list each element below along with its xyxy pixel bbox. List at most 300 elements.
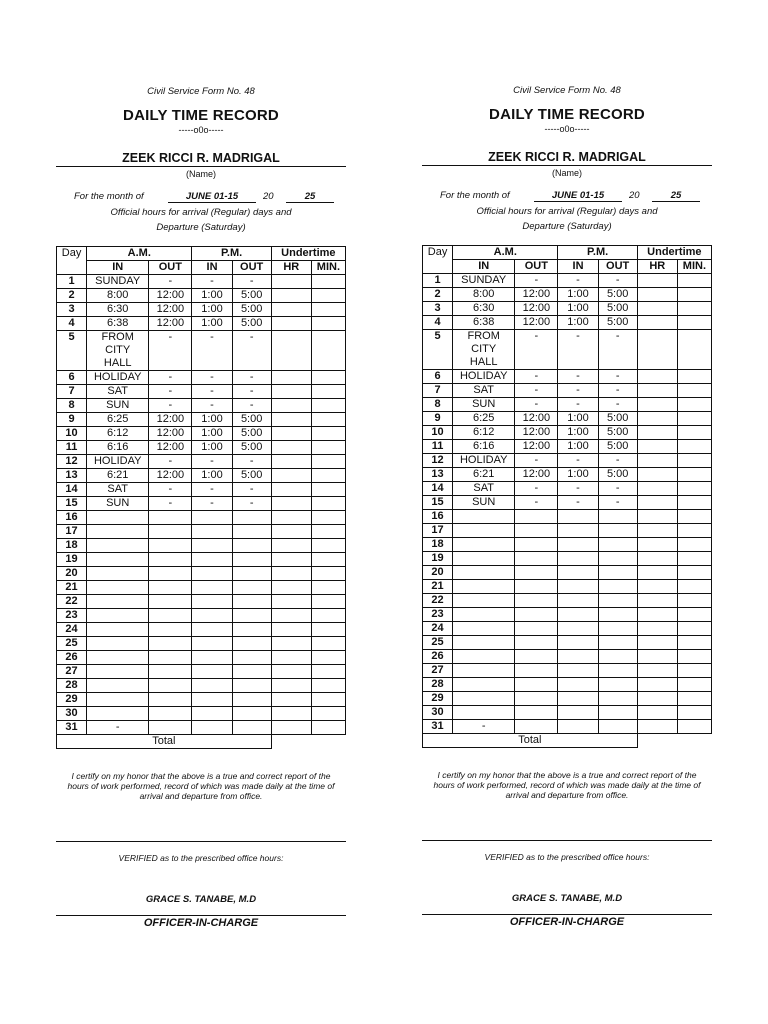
am-in-cell: 6:30 xyxy=(453,302,515,316)
pm-in-cell xyxy=(558,510,598,524)
pm-out-cell: 5:00 xyxy=(232,427,271,441)
am-out-cell: - xyxy=(149,331,192,371)
pm-in-cell: 1:00 xyxy=(558,316,598,330)
day-number: 27 xyxy=(57,665,87,679)
am-in-line: FROM xyxy=(467,330,500,342)
table-row xyxy=(57,651,346,665)
officer-signature-line xyxy=(56,915,346,916)
pm-out-cell: - xyxy=(598,454,637,468)
officer-name: GRACE S. TANABE, M.D xyxy=(145,894,257,905)
official-hours-line-1: Official hours for arrival (Regular) days and xyxy=(476,206,658,217)
undertime-hr-cell xyxy=(637,720,677,734)
undertime-min-cell xyxy=(677,384,711,398)
total-blank xyxy=(637,734,711,748)
undertime-min-cell xyxy=(677,622,711,636)
undertime-min-cell xyxy=(677,370,711,384)
pm-out-cell xyxy=(598,524,637,538)
table-row xyxy=(57,721,346,735)
pm-out-cell: 5:00 xyxy=(598,302,637,316)
table-row xyxy=(57,539,346,553)
undertime-hr-cell xyxy=(271,609,311,623)
pm-in-cell: 1:00 xyxy=(192,441,232,455)
day-number: 31 xyxy=(57,721,87,735)
day-number: 15 xyxy=(423,496,453,510)
am-out-cell: 12:00 xyxy=(149,427,192,441)
undertime-min-cell xyxy=(677,468,711,482)
undertime-hr-cell xyxy=(271,553,311,567)
table-row xyxy=(57,441,346,455)
pm-in-cell xyxy=(558,608,598,622)
pm-in-cell xyxy=(192,525,232,539)
pm-in-cell: - xyxy=(192,385,232,399)
day-number: 10 xyxy=(57,427,87,441)
pm-in-cell: 1:00 xyxy=(558,468,598,482)
month-label: For the month of xyxy=(74,191,144,202)
table-row xyxy=(57,679,346,693)
am-out-cell xyxy=(149,539,192,553)
undertime-hr-cell xyxy=(637,664,677,678)
undertime-header: Undertime xyxy=(637,246,711,260)
pm-out-cell: - xyxy=(232,385,271,399)
am-in-cell xyxy=(87,707,149,721)
undertime-hr-cell xyxy=(271,693,311,707)
pm-out-cell xyxy=(598,622,637,636)
table-row xyxy=(423,580,712,594)
am-out-cell: 12:00 xyxy=(149,317,192,331)
am-out-header: OUT xyxy=(149,261,192,275)
undertime-hr-cell xyxy=(637,316,677,330)
day-header: Day xyxy=(423,246,453,274)
pm-in-header: IN xyxy=(558,260,598,274)
am-out-cell xyxy=(515,510,558,524)
day-number: 25 xyxy=(423,636,453,650)
undertime-hr-cell xyxy=(637,622,677,636)
undertime-min-cell xyxy=(677,510,711,524)
am-in-cell: SUNDAY xyxy=(87,275,149,289)
day-number: 13 xyxy=(57,469,87,483)
day-number: 21 xyxy=(57,581,87,595)
table-row xyxy=(423,330,712,370)
undertime-hr-cell xyxy=(637,608,677,622)
am-out-cell xyxy=(515,608,558,622)
hr-header: HR xyxy=(271,261,311,275)
table-row xyxy=(423,608,712,622)
am-out-cell: - xyxy=(515,398,558,412)
certification-text: I certify on my honor that the above is a true and correct report of the hours of work performed, record of which was made daily at the time of arrival and departure from office. xyxy=(433,770,701,800)
pm-in-cell xyxy=(558,706,598,720)
day-number: 14 xyxy=(57,483,87,497)
day-number: 11 xyxy=(423,440,453,454)
official-hours xyxy=(422,205,712,234)
am-in-cell: 6:38 xyxy=(453,316,515,330)
day-header: Day xyxy=(57,247,87,275)
pm-in-cell xyxy=(558,664,598,678)
undertime-min-cell xyxy=(311,289,345,303)
total-blank xyxy=(271,735,345,749)
undertime-min-cell xyxy=(311,399,345,413)
pm-header: P.M. xyxy=(192,247,271,261)
pm-out-cell xyxy=(232,595,271,609)
undertime-min-cell xyxy=(311,539,345,553)
undertime-hr-cell xyxy=(637,580,677,594)
day-number: 11 xyxy=(57,441,87,455)
pm-in-cell: - xyxy=(558,398,598,412)
am-out-cell: 12:00 xyxy=(149,289,192,303)
day-number: 4 xyxy=(57,317,87,331)
pm-in-cell: - xyxy=(192,399,232,413)
year-prefix: 20 xyxy=(629,190,640,201)
employee-name: ZEEK RICCI R. MADRIGAL xyxy=(56,151,346,167)
undertime-hr-cell xyxy=(637,524,677,538)
undertime-min-cell xyxy=(311,665,345,679)
pm-in-cell: 1:00 xyxy=(558,288,598,302)
undertime-hr-cell xyxy=(271,707,311,721)
pm-out-cell: - xyxy=(598,384,637,398)
pm-in-cell xyxy=(192,651,232,665)
am-out-cell xyxy=(149,693,192,707)
pm-out-cell xyxy=(598,720,637,734)
pm-out-cell: 5:00 xyxy=(232,317,271,331)
undertime-hr-cell xyxy=(271,413,311,427)
undertime-min-cell xyxy=(311,303,345,317)
table-row xyxy=(57,399,346,413)
undertime-hr-cell xyxy=(271,665,311,679)
table-row xyxy=(423,496,712,510)
am-in-cell xyxy=(453,678,515,692)
form-number: Civil Service Form No. 48 xyxy=(147,86,255,97)
am-out-cell: - xyxy=(149,483,192,497)
am-in-cell: 6:16 xyxy=(453,440,515,454)
pm-out-cell: - xyxy=(232,399,271,413)
undertime-hr-cell xyxy=(637,538,677,552)
month-value: JUNE 01-15 xyxy=(534,190,622,202)
am-in-cell: 6:30 xyxy=(87,303,149,317)
undertime-min-cell xyxy=(677,566,711,580)
header-row-1 xyxy=(423,246,712,260)
am-in-cell xyxy=(87,567,149,581)
undertime-header: Undertime xyxy=(271,247,345,261)
day-number: 15 xyxy=(57,497,87,511)
pm-in-cell: - xyxy=(192,331,232,371)
am-out-cell xyxy=(515,692,558,706)
title-separator: -----o0o----- xyxy=(544,124,590,134)
am-in-cell: HOLIDAY xyxy=(453,370,515,384)
undertime-min-cell xyxy=(677,608,711,622)
table-row xyxy=(57,317,346,331)
am-out-cell xyxy=(149,721,192,735)
table-row xyxy=(423,566,712,580)
official-hours-line-1: Official hours for arrival (Regular) days and xyxy=(110,207,292,218)
table-row xyxy=(423,454,712,468)
am-in-cell xyxy=(453,510,515,524)
table-row xyxy=(57,525,346,539)
am-out-cell xyxy=(149,665,192,679)
pm-out-cell: - xyxy=(598,370,637,384)
undertime-min-cell xyxy=(311,441,345,455)
pm-out-cell: - xyxy=(598,330,637,370)
pm-in-cell: 1:00 xyxy=(558,440,598,454)
am-in-cell: 6:21 xyxy=(87,469,149,483)
am-in-cell: - xyxy=(87,721,149,735)
am-out-cell: 12:00 xyxy=(149,469,192,483)
am-out-cell: 12:00 xyxy=(515,440,558,454)
am-in-cell xyxy=(87,637,149,651)
am-in-cell xyxy=(453,664,515,678)
undertime-hr-cell xyxy=(271,289,311,303)
month-value: JUNE 01-15 xyxy=(168,191,256,203)
am-in-cell xyxy=(87,581,149,595)
pm-in-cell xyxy=(558,552,598,566)
undertime-min-cell xyxy=(677,664,711,678)
pm-in-cell xyxy=(192,665,232,679)
am-in-cell: SAT xyxy=(453,482,515,496)
am-in-cell: 6:12 xyxy=(453,426,515,440)
undertime-hr-cell xyxy=(637,636,677,650)
am-in-cell xyxy=(453,622,515,636)
undertime-hr-cell xyxy=(637,692,677,706)
table-row xyxy=(423,398,712,412)
undertime-hr-cell xyxy=(637,496,677,510)
employee-name: ZEEK RICCI R. MADRIGAL xyxy=(422,150,712,166)
am-out-cell xyxy=(149,707,192,721)
undertime-min-cell xyxy=(677,720,711,734)
am-in-cell: - xyxy=(453,720,515,734)
am-in-cell: SAT xyxy=(87,483,149,497)
table-row xyxy=(423,316,712,330)
am-in-cell xyxy=(453,538,515,552)
name-caption: (Name) xyxy=(551,168,582,178)
table-row xyxy=(57,413,346,427)
pm-out-cell: 5:00 xyxy=(232,303,271,317)
pm-out-cell: - xyxy=(232,497,271,511)
month-row xyxy=(56,191,346,204)
undertime-hr-cell xyxy=(271,469,311,483)
pm-out-cell xyxy=(232,693,271,707)
total-label: Total xyxy=(423,734,638,748)
pm-out-cell: 5:00 xyxy=(598,316,637,330)
am-out-cell xyxy=(149,623,192,637)
am-out-cell: 12:00 xyxy=(149,413,192,427)
am-out-cell: 12:00 xyxy=(515,412,558,426)
undertime-hr-cell xyxy=(271,497,311,511)
pm-out-cell xyxy=(598,706,637,720)
undertime-min-cell xyxy=(677,454,711,468)
pm-out-cell xyxy=(598,566,637,580)
undertime-hr-cell xyxy=(271,581,311,595)
pm-in-cell xyxy=(558,692,598,706)
table-row xyxy=(57,707,346,721)
am-in-cell: SUNDAY xyxy=(453,274,515,288)
pm-out-cell xyxy=(232,567,271,581)
am-out-cell xyxy=(149,637,192,651)
day-number: 3 xyxy=(423,302,453,316)
employee-signature-line xyxy=(422,840,712,841)
table-row xyxy=(423,468,712,482)
pm-in-cell: 1:00 xyxy=(192,427,232,441)
am-header: A.M. xyxy=(87,247,192,261)
undertime-min-cell xyxy=(311,427,345,441)
undertime-hr-cell xyxy=(271,651,311,665)
undertime-min-cell xyxy=(311,385,345,399)
table-row xyxy=(57,455,346,469)
pm-out-cell xyxy=(598,538,637,552)
undertime-hr-cell xyxy=(271,595,311,609)
am-in-cell xyxy=(453,636,515,650)
verified-text: VERIFIED as to the prescribed office hours: xyxy=(484,852,650,862)
pm-out-cell: - xyxy=(232,483,271,497)
day-number: 31 xyxy=(423,720,453,734)
am-in-line: HALL xyxy=(469,356,498,368)
am-in-cell: 6:12 xyxy=(87,427,149,441)
undertime-hr-cell xyxy=(271,303,311,317)
undertime-hr-cell xyxy=(637,426,677,440)
day-number: 7 xyxy=(423,384,453,398)
table-row xyxy=(423,538,712,552)
pm-in-cell xyxy=(192,511,232,525)
undertime-hr-cell xyxy=(271,637,311,651)
undertime-min-cell xyxy=(677,650,711,664)
day-number: 8 xyxy=(57,399,87,413)
am-in-cell xyxy=(87,595,149,609)
undertime-min-cell xyxy=(677,330,711,370)
undertime-min-cell xyxy=(677,552,711,566)
total-row xyxy=(57,735,346,749)
pm-in-cell xyxy=(558,538,598,552)
undertime-hr-cell xyxy=(271,623,311,637)
pm-in-cell xyxy=(192,623,232,637)
pm-in-cell xyxy=(192,539,232,553)
table-row xyxy=(57,609,346,623)
table-row xyxy=(423,274,712,288)
am-out-cell xyxy=(149,595,192,609)
pm-out-cell xyxy=(232,553,271,567)
pm-in-cell: - xyxy=(192,497,232,511)
officer-name: GRACE S. TANABE, M.D xyxy=(511,893,623,904)
am-out-cell: - xyxy=(515,384,558,398)
undertime-hr-cell xyxy=(271,275,311,289)
am-in-cell: 8:00 xyxy=(453,288,515,302)
day-number: 30 xyxy=(57,707,87,721)
undertime-min-cell xyxy=(677,426,711,440)
undertime-hr-cell xyxy=(637,650,677,664)
undertime-hr-cell xyxy=(271,455,311,469)
day-number: 5 xyxy=(423,330,453,370)
table-row xyxy=(423,664,712,678)
undertime-min-cell xyxy=(311,595,345,609)
certification-text: I certify on my honor that the above is a true and correct report of the hours of work performed, record of which was made daily at the time of arrival and departure from office. xyxy=(67,771,335,801)
undertime-min-cell xyxy=(311,455,345,469)
am-out-cell: - xyxy=(149,371,192,385)
day-number: 2 xyxy=(423,288,453,302)
day-number: 21 xyxy=(423,580,453,594)
officer-title: OFFICER-IN-CHARGE xyxy=(143,917,259,929)
am-out-cell xyxy=(515,720,558,734)
am-header: A.M. xyxy=(453,246,558,260)
table-row xyxy=(57,693,346,707)
table-row xyxy=(57,581,346,595)
am-out-cell: 12:00 xyxy=(149,441,192,455)
undertime-hr-cell xyxy=(637,330,677,370)
undertime-hr-cell xyxy=(271,539,311,553)
pm-out-cell xyxy=(232,665,271,679)
table-row xyxy=(423,678,712,692)
undertime-min-cell xyxy=(311,623,345,637)
pm-out-header: OUT xyxy=(232,261,271,275)
undertime-min-cell xyxy=(677,440,711,454)
am-out-cell: - xyxy=(515,496,558,510)
am-in-cell xyxy=(453,706,515,720)
table-row xyxy=(57,665,346,679)
day-number: 6 xyxy=(57,371,87,385)
day-number: 25 xyxy=(57,637,87,651)
table-row xyxy=(57,483,346,497)
pm-out-cell xyxy=(598,664,637,678)
table-row xyxy=(57,595,346,609)
official-hours-line-2: Departure (Saturday) xyxy=(522,220,612,232)
am-out-cell: - xyxy=(149,385,192,399)
am-in-line: CITY xyxy=(471,343,497,355)
pm-in-header: IN xyxy=(192,261,232,275)
am-in-cell: 8:00 xyxy=(87,289,149,303)
am-out-cell: 12:00 xyxy=(515,302,558,316)
am-in-cell xyxy=(87,693,149,707)
am-out-cell xyxy=(515,664,558,678)
am-in-line: FROM xyxy=(101,331,134,343)
undertime-min-cell xyxy=(677,496,711,510)
pm-out-cell xyxy=(232,511,271,525)
pm-out-cell xyxy=(232,679,271,693)
pm-in-cell: 1:00 xyxy=(192,303,232,317)
am-in-header: IN xyxy=(453,260,515,274)
day-number: 28 xyxy=(57,679,87,693)
pm-out-cell xyxy=(598,650,637,664)
am-in-cell: SUN xyxy=(453,398,515,412)
am-in-cell xyxy=(453,692,515,706)
undertime-hr-cell xyxy=(271,525,311,539)
pm-in-cell: - xyxy=(192,455,232,469)
year-prefix: 20 xyxy=(263,191,274,202)
day-number: 26 xyxy=(423,650,453,664)
pm-in-cell: - xyxy=(192,371,232,385)
pm-out-cell xyxy=(232,651,271,665)
undertime-hr-cell xyxy=(637,468,677,482)
pm-in-cell xyxy=(558,580,598,594)
pm-in-cell xyxy=(558,524,598,538)
am-out-cell xyxy=(149,567,192,581)
am-in-cell xyxy=(87,331,149,371)
am-in-cell xyxy=(87,623,149,637)
pm-out-cell xyxy=(232,525,271,539)
am-out-cell xyxy=(515,706,558,720)
am-out-cell xyxy=(515,650,558,664)
undertime-hr-cell xyxy=(271,385,311,399)
undertime-hr-cell xyxy=(637,566,677,580)
undertime-min-cell xyxy=(311,511,345,525)
undertime-min-cell xyxy=(311,721,345,735)
undertime-min-cell xyxy=(311,609,345,623)
undertime-min-cell xyxy=(311,331,345,371)
undertime-min-cell xyxy=(311,693,345,707)
day-number: 30 xyxy=(423,706,453,720)
table-row xyxy=(423,636,712,650)
min-header: MIN. xyxy=(311,261,345,275)
am-in-cell xyxy=(87,651,149,665)
undertime-min-cell xyxy=(677,398,711,412)
pm-in-cell: 1:00 xyxy=(558,412,598,426)
day-number: 23 xyxy=(423,608,453,622)
pm-in-cell: 1:00 xyxy=(558,302,598,316)
day-number: 2 xyxy=(57,289,87,303)
